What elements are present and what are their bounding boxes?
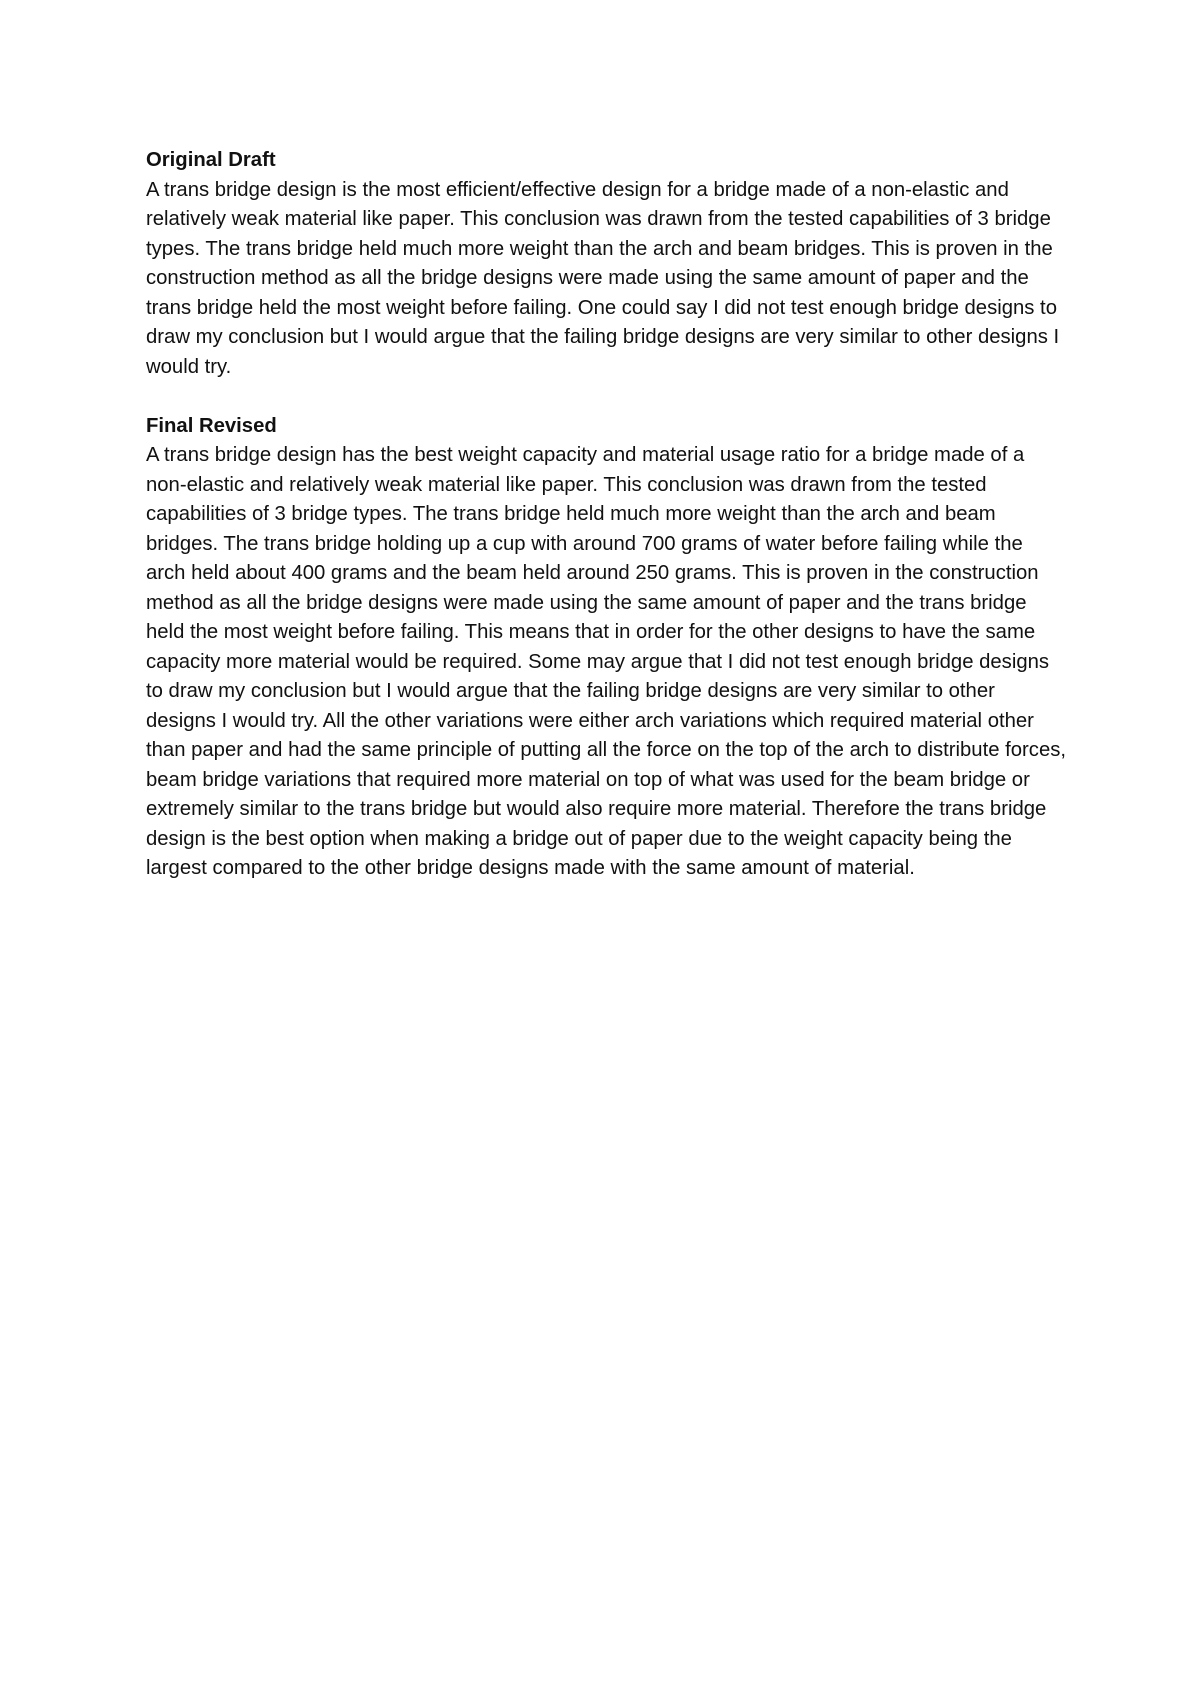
final-revised-heading: Final Revised <box>146 414 277 437</box>
final-revised-section <box>146 412 1066 884</box>
section-spacer <box>146 382 1066 412</box>
original-draft-paragraph: A trans bridge design is the most efficient/effective design for a bridge made of a non-elastic and relatively weak material like paper. This conclusion was drawn from the tested capabilities of 3 bridge types. The trans bridge held much more weight than the arch and beam bridges. This is proven in the construction method as all the bridge designs were made using the same amount of paper and the trans bridge held the most weight before failing. One could say I did not test enough bridge designs to draw my conclusion but I would argue that the failing bridge designs are very similar to other designs I would try. <box>146 178 1060 378</box>
original-draft-section <box>146 146 1066 382</box>
original-draft-heading: Original Draft <box>146 149 276 171</box>
final-revised-paragraph: A trans bridge design has the best weight capacity and material usage ratio for a bridge made of a non-elastic and relatively weak material like paper. This conclusion was drawn from the tested capabilities of 3 bridge types. The trans bridge held much more weight than the arch and beam bridges. The trans bridge holding up a cup with around 700 grams of water before failing while the arch held about 400 grams and the beam held around 250 grams. This is proven in the construction method as all the bridge designs were made using the same amount of paper and the trans bridge held the most weight before failing. This means that in order for the other designs to have the same capacity more material would be required. Some may argue that I did not test enough bridge designs to draw my conclusion but I would argue that the failing bridge designs are very similar to other designs I would try. All the other variations were either arch variations which required material other than paper and had the same principle of putting all the force on the top of the arch to distribute forces, beam bridge variations that required more material on top of what was used for the beam bridge or extremely similar to the trans bridge but would also require more material. Therefore the trans bridge design is the best option when making a bridge out of paper due to the weight capacity being the largest compared to the other bridge designs made with the same amount of material. <box>146 444 1066 879</box>
document-content <box>146 146 1066 884</box>
